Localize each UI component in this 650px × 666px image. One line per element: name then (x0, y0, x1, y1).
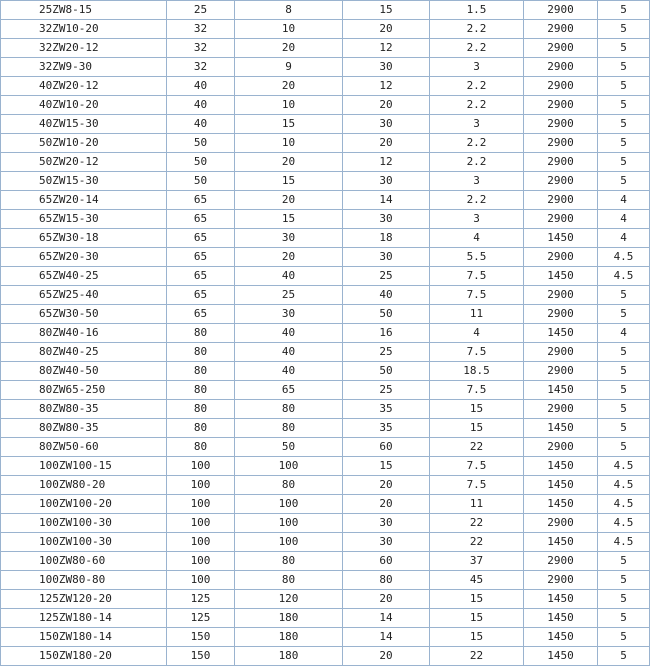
table-row (1, 590, 650, 609)
table-row (1, 495, 650, 514)
suction-lift-cell: 5 (598, 343, 650, 362)
suction-lift-cell: 5 (598, 58, 650, 77)
speed-cell: 1450 (524, 609, 598, 628)
flow-cell: 15 (235, 172, 343, 191)
head-cell: 30 (343, 58, 430, 77)
head-cell: 30 (343, 248, 430, 267)
power-cell: 22 (430, 533, 524, 552)
table-row (1, 1, 650, 20)
speed-cell: 2900 (524, 438, 598, 457)
flow-cell: 25 (235, 286, 343, 305)
model-cell: 100ZW80-80 (1, 571, 167, 590)
speed-cell: 1450 (524, 381, 598, 400)
power-cell: 2.2 (430, 134, 524, 153)
speed-cell: 2900 (524, 134, 598, 153)
table-row (1, 305, 650, 324)
power-cell: 3 (430, 115, 524, 134)
table-row (1, 286, 650, 305)
caliber-cell: 65 (167, 229, 235, 248)
speed-cell: 1450 (524, 495, 598, 514)
flow-cell: 80 (235, 419, 343, 438)
table-row (1, 20, 650, 39)
caliber-cell: 50 (167, 134, 235, 153)
model-cell: 80ZW80-35 (1, 419, 167, 438)
table-row (1, 381, 650, 400)
suction-lift-cell: 5 (598, 134, 650, 153)
caliber-cell: 100 (167, 495, 235, 514)
head-cell: 20 (343, 647, 430, 666)
flow-cell: 20 (235, 77, 343, 96)
speed-cell: 2900 (524, 248, 598, 267)
caliber-cell: 32 (167, 58, 235, 77)
flow-cell: 50 (235, 438, 343, 457)
model-cell: 65ZW40-25 (1, 267, 167, 286)
caliber-cell: 80 (167, 343, 235, 362)
flow-cell: 20 (235, 153, 343, 172)
power-cell: 7.5 (430, 286, 524, 305)
table-row (1, 628, 650, 647)
speed-cell: 1450 (524, 647, 598, 666)
table-row (1, 134, 650, 153)
flow-cell: 40 (235, 324, 343, 343)
model-cell: 50ZW10-20 (1, 134, 167, 153)
speed-cell: 2900 (524, 115, 598, 134)
model-cell: 100ZW100-30 (1, 533, 167, 552)
power-cell: 4 (430, 324, 524, 343)
model-cell: 65ZW30-18 (1, 229, 167, 248)
suction-lift-cell: 5 (598, 628, 650, 647)
power-cell: 22 (430, 438, 524, 457)
model-cell: 80ZW80-35 (1, 400, 167, 419)
suction-lift-cell: 4.5 (598, 248, 650, 267)
suction-lift-cell: 5 (598, 305, 650, 324)
head-cell: 30 (343, 514, 430, 533)
caliber-cell: 65 (167, 305, 235, 324)
speed-cell: 2900 (524, 77, 598, 96)
table-row (1, 438, 650, 457)
head-cell: 18 (343, 229, 430, 248)
suction-lift-cell: 5 (598, 96, 650, 115)
head-cell: 25 (343, 381, 430, 400)
model-cell: 25ZW8-15 (1, 1, 167, 20)
power-cell: 2.2 (430, 77, 524, 96)
power-cell: 22 (430, 514, 524, 533)
power-cell: 15 (430, 419, 524, 438)
flow-cell: 120 (235, 590, 343, 609)
suction-lift-cell: 4.5 (598, 267, 650, 286)
suction-lift-cell: 5 (598, 153, 650, 172)
speed-cell: 2900 (524, 362, 598, 381)
suction-lift-cell: 5 (598, 571, 650, 590)
caliber-cell: 100 (167, 571, 235, 590)
table-row (1, 324, 650, 343)
head-cell: 20 (343, 590, 430, 609)
caliber-cell: 80 (167, 400, 235, 419)
power-cell: 2.2 (430, 153, 524, 172)
suction-lift-cell: 4.5 (598, 457, 650, 476)
caliber-cell: 50 (167, 153, 235, 172)
suction-lift-cell: 5 (598, 552, 650, 571)
suction-lift-cell: 4 (598, 210, 650, 229)
table-row (1, 39, 650, 58)
speed-cell: 2900 (524, 571, 598, 590)
speed-cell: 1450 (524, 590, 598, 609)
model-cell: 50ZW20-12 (1, 153, 167, 172)
table-row (1, 343, 650, 362)
head-cell: 25 (343, 343, 430, 362)
head-cell: 15 (343, 457, 430, 476)
model-cell: 80ZW40-16 (1, 324, 167, 343)
power-cell: 7.5 (430, 457, 524, 476)
head-cell: 20 (343, 96, 430, 115)
flow-cell: 180 (235, 609, 343, 628)
speed-cell: 2900 (524, 305, 598, 324)
suction-lift-cell: 4 (598, 324, 650, 343)
speed-cell: 1450 (524, 533, 598, 552)
power-cell: 7.5 (430, 476, 524, 495)
suction-lift-cell: 5 (598, 77, 650, 96)
speed-cell: 2900 (524, 552, 598, 571)
model-cell: 80ZW65-250 (1, 381, 167, 400)
table-row (1, 457, 650, 476)
table-row (1, 552, 650, 571)
power-cell: 15 (430, 628, 524, 647)
suction-lift-cell: 5 (598, 419, 650, 438)
caliber-cell: 125 (167, 590, 235, 609)
power-cell: 3 (430, 210, 524, 229)
power-cell: 3 (430, 58, 524, 77)
suction-lift-cell: 5 (598, 590, 650, 609)
model-cell: 80ZW40-25 (1, 343, 167, 362)
power-cell: 11 (430, 305, 524, 324)
suction-lift-cell: 5 (598, 647, 650, 666)
power-cell: 18.5 (430, 362, 524, 381)
flow-cell: 40 (235, 362, 343, 381)
power-cell: 3 (430, 172, 524, 191)
table-row (1, 362, 650, 381)
flow-cell: 10 (235, 20, 343, 39)
head-cell: 20 (343, 20, 430, 39)
speed-cell: 2900 (524, 58, 598, 77)
head-cell: 14 (343, 628, 430, 647)
flow-cell: 8 (235, 1, 343, 20)
speed-cell: 1450 (524, 476, 598, 495)
model-cell: 65ZW20-30 (1, 248, 167, 267)
table-row (1, 647, 650, 666)
power-cell: 45 (430, 571, 524, 590)
model-cell: 32ZW9-30 (1, 58, 167, 77)
head-cell: 12 (343, 153, 430, 172)
caliber-cell: 100 (167, 533, 235, 552)
flow-cell: 180 (235, 647, 343, 666)
speed-cell: 1450 (524, 267, 598, 286)
head-cell: 60 (343, 438, 430, 457)
power-cell: 4 (430, 229, 524, 248)
head-cell: 14 (343, 609, 430, 628)
model-cell: 125ZW180-14 (1, 609, 167, 628)
flow-cell: 100 (235, 533, 343, 552)
table-row (1, 172, 650, 191)
speed-cell: 2900 (524, 96, 598, 115)
caliber-cell: 40 (167, 77, 235, 96)
caliber-cell: 80 (167, 362, 235, 381)
model-cell: 100ZW100-15 (1, 457, 167, 476)
table-row (1, 229, 650, 248)
flow-cell: 80 (235, 400, 343, 419)
flow-cell: 40 (235, 343, 343, 362)
table-row (1, 115, 650, 134)
flow-cell: 100 (235, 457, 343, 476)
model-cell: 100ZW100-30 (1, 514, 167, 533)
caliber-cell: 150 (167, 647, 235, 666)
model-cell: 32ZW20-12 (1, 39, 167, 58)
speed-cell: 2900 (524, 172, 598, 191)
table-row (1, 210, 650, 229)
model-cell: 40ZW20-12 (1, 77, 167, 96)
speed-cell: 1450 (524, 457, 598, 476)
caliber-cell: 65 (167, 248, 235, 267)
power-cell: 37 (430, 552, 524, 571)
suction-lift-cell: 4.5 (598, 533, 650, 552)
table-row (1, 267, 650, 286)
suction-lift-cell: 5 (598, 362, 650, 381)
head-cell: 12 (343, 39, 430, 58)
power-cell: 1.5 (430, 1, 524, 20)
head-cell: 25 (343, 267, 430, 286)
model-cell: 32ZW10-20 (1, 20, 167, 39)
flow-cell: 20 (235, 39, 343, 58)
flow-cell: 9 (235, 58, 343, 77)
table-row (1, 419, 650, 438)
table-row (1, 571, 650, 590)
flow-cell: 15 (235, 115, 343, 134)
speed-cell: 2900 (524, 286, 598, 305)
flow-cell: 30 (235, 305, 343, 324)
table-row (1, 191, 650, 210)
power-cell: 2.2 (430, 191, 524, 210)
table-row (1, 96, 650, 115)
flow-cell: 65 (235, 381, 343, 400)
speed-cell: 2900 (524, 20, 598, 39)
flow-cell: 20 (235, 191, 343, 210)
head-cell: 30 (343, 533, 430, 552)
head-cell: 40 (343, 286, 430, 305)
power-cell: 2.2 (430, 39, 524, 58)
model-cell: 65ZW25-40 (1, 286, 167, 305)
suction-lift-cell: 5 (598, 286, 650, 305)
head-cell: 20 (343, 134, 430, 153)
speed-cell: 2900 (524, 210, 598, 229)
model-cell: 65ZW15-30 (1, 210, 167, 229)
power-cell: 5.5 (430, 248, 524, 267)
speed-cell: 2900 (524, 400, 598, 419)
caliber-cell: 65 (167, 267, 235, 286)
caliber-cell: 150 (167, 628, 235, 647)
speed-cell: 2900 (524, 343, 598, 362)
head-cell: 12 (343, 77, 430, 96)
head-cell: 50 (343, 362, 430, 381)
speed-cell: 1450 (524, 628, 598, 647)
model-cell: 100ZW100-20 (1, 495, 167, 514)
caliber-cell: 65 (167, 210, 235, 229)
model-cell: 80ZW40-50 (1, 362, 167, 381)
caliber-cell: 80 (167, 438, 235, 457)
caliber-cell: 80 (167, 419, 235, 438)
suction-lift-cell: 5 (598, 609, 650, 628)
head-cell: 30 (343, 210, 430, 229)
caliber-cell: 32 (167, 39, 235, 58)
suction-lift-cell: 5 (598, 20, 650, 39)
suction-lift-cell: 5 (598, 381, 650, 400)
head-cell: 15 (343, 1, 430, 20)
table-row (1, 533, 650, 552)
suction-lift-cell: 4.5 (598, 514, 650, 533)
table-row (1, 476, 650, 495)
caliber-cell: 100 (167, 476, 235, 495)
flow-cell: 10 (235, 134, 343, 153)
suction-lift-cell: 5 (598, 115, 650, 134)
power-cell: 22 (430, 647, 524, 666)
model-cell: 100ZW80-60 (1, 552, 167, 571)
caliber-cell: 32 (167, 20, 235, 39)
power-cell: 11 (430, 495, 524, 514)
caliber-cell: 100 (167, 552, 235, 571)
speed-cell: 2900 (524, 39, 598, 58)
caliber-cell: 125 (167, 609, 235, 628)
head-cell: 50 (343, 305, 430, 324)
table-body (1, 1, 650, 666)
model-cell: 65ZW20-14 (1, 191, 167, 210)
table-row (1, 77, 650, 96)
model-cell: 65ZW30-50 (1, 305, 167, 324)
table-row (1, 609, 650, 628)
suction-lift-cell: 4 (598, 191, 650, 210)
power-cell: 7.5 (430, 267, 524, 286)
caliber-cell: 40 (167, 115, 235, 134)
model-cell: 40ZW10-20 (1, 96, 167, 115)
table-row (1, 514, 650, 533)
model-cell: 40ZW15-30 (1, 115, 167, 134)
caliber-cell: 50 (167, 172, 235, 191)
power-cell: 15 (430, 609, 524, 628)
flow-cell: 10 (235, 96, 343, 115)
speed-cell: 1450 (524, 419, 598, 438)
speed-cell: 2900 (524, 1, 598, 20)
suction-lift-cell: 5 (598, 1, 650, 20)
suction-lift-cell: 5 (598, 438, 650, 457)
model-cell: 150ZW180-20 (1, 647, 167, 666)
flow-cell: 15 (235, 210, 343, 229)
head-cell: 30 (343, 115, 430, 134)
head-cell: 35 (343, 419, 430, 438)
caliber-cell: 40 (167, 96, 235, 115)
caliber-cell: 25 (167, 1, 235, 20)
model-cell: 100ZW80-20 (1, 476, 167, 495)
flow-cell: 80 (235, 476, 343, 495)
head-cell: 35 (343, 400, 430, 419)
flow-cell: 180 (235, 628, 343, 647)
flow-cell: 100 (235, 495, 343, 514)
power-cell: 7.5 (430, 381, 524, 400)
speed-cell: 2900 (524, 191, 598, 210)
power-cell: 2.2 (430, 96, 524, 115)
caliber-cell: 100 (167, 457, 235, 476)
table-row (1, 153, 650, 172)
head-cell: 60 (343, 552, 430, 571)
suction-lift-cell: 5 (598, 39, 650, 58)
power-cell: 15 (430, 400, 524, 419)
flow-cell: 30 (235, 229, 343, 248)
table-row (1, 58, 650, 77)
caliber-cell: 80 (167, 324, 235, 343)
flow-cell: 80 (235, 552, 343, 571)
head-cell: 16 (343, 324, 430, 343)
suction-lift-cell: 5 (598, 400, 650, 419)
speed-cell: 1450 (524, 229, 598, 248)
flow-cell: 40 (235, 267, 343, 286)
caliber-cell: 80 (167, 381, 235, 400)
speed-cell: 2900 (524, 514, 598, 533)
model-cell: 125ZW120-20 (1, 590, 167, 609)
flow-cell: 20 (235, 248, 343, 267)
head-cell: 30 (343, 172, 430, 191)
head-cell: 80 (343, 571, 430, 590)
caliber-cell: 65 (167, 286, 235, 305)
head-cell: 20 (343, 495, 430, 514)
model-cell: 50ZW15-30 (1, 172, 167, 191)
table-row (1, 400, 650, 419)
speed-cell: 2900 (524, 153, 598, 172)
power-cell: 7.5 (430, 343, 524, 362)
head-cell: 20 (343, 476, 430, 495)
power-cell: 15 (430, 590, 524, 609)
model-cell: 150ZW180-14 (1, 628, 167, 647)
flow-cell: 80 (235, 571, 343, 590)
suction-lift-cell: 4.5 (598, 495, 650, 514)
speed-cell: 1450 (524, 324, 598, 343)
suction-lift-cell: 5 (598, 172, 650, 191)
caliber-cell: 65 (167, 191, 235, 210)
table-row (1, 248, 650, 267)
suction-lift-cell: 4.5 (598, 476, 650, 495)
model-cell: 80ZW50-60 (1, 438, 167, 457)
caliber-cell: 100 (167, 514, 235, 533)
suction-lift-cell: 4 (598, 229, 650, 248)
head-cell: 14 (343, 191, 430, 210)
power-cell: 2.2 (430, 20, 524, 39)
flow-cell: 100 (235, 514, 343, 533)
